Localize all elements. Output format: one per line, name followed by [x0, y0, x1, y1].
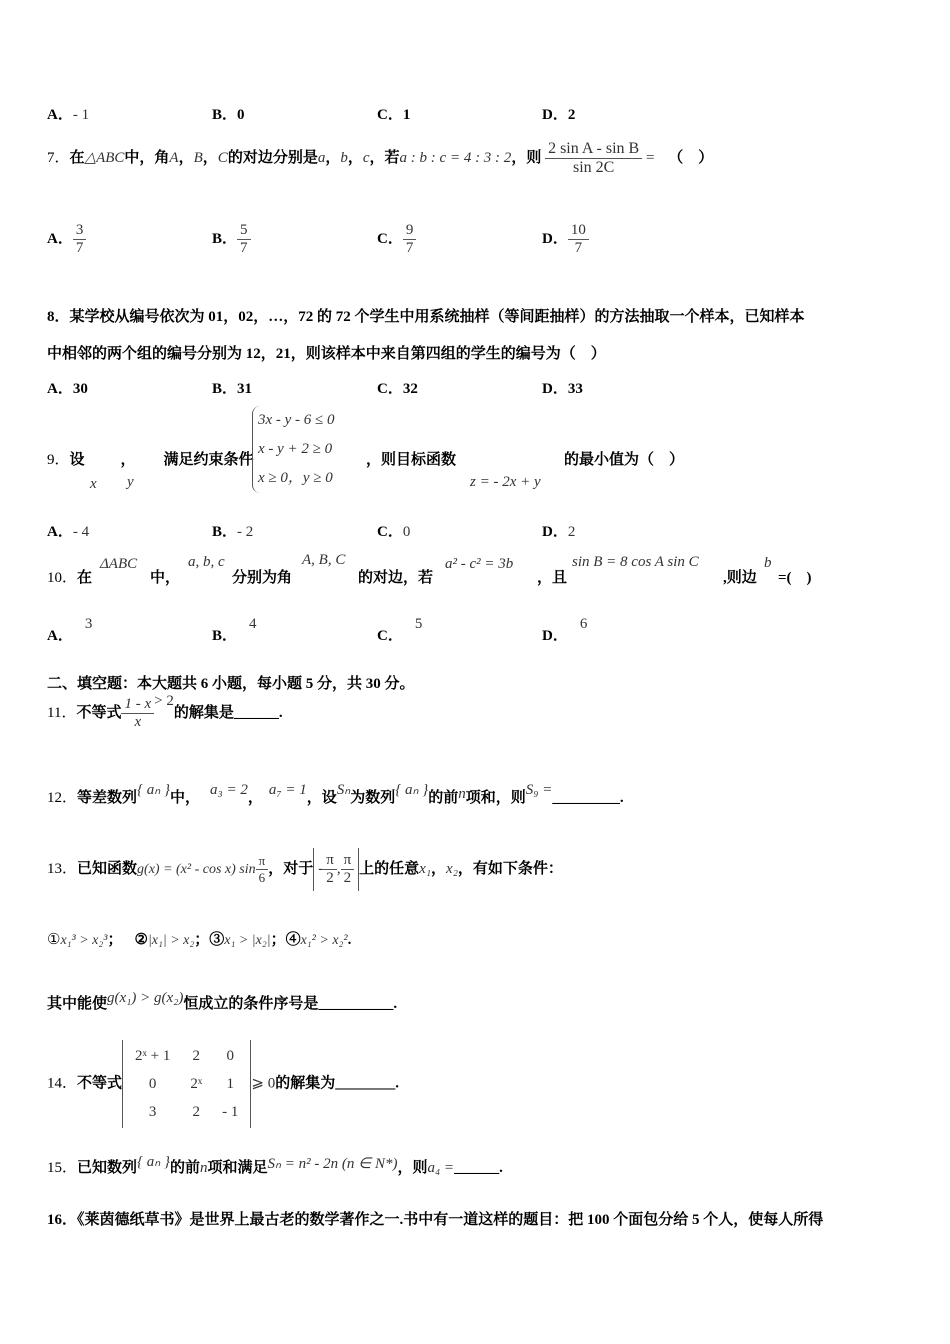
matrix-cell: 1 [226, 1076, 235, 1092]
numerator: π [341, 852, 355, 870]
numerator: 2 sin A - sin B [545, 140, 642, 159]
matrix-cell: 0 [148, 1076, 157, 1092]
text: 中， [150, 570, 181, 586]
math: > 2 [154, 692, 174, 709]
text: 已知数列 [77, 1160, 138, 1176]
question-11 [47, 692, 283, 731]
text: 的对边，若 [358, 570, 434, 586]
question-14 [47, 1040, 399, 1128]
fraction [73, 222, 87, 257]
text: 中， [170, 790, 201, 806]
q9-option-a [47, 520, 89, 541]
text: ， [202, 149, 218, 166]
math: = [645, 149, 655, 166]
q13-conditions [47, 928, 351, 949]
option-label: A． [47, 524, 73, 540]
option-label: C． [377, 524, 403, 540]
q9-text-row [47, 448, 254, 469]
question-number: 9． [47, 452, 70, 468]
fraction [341, 852, 355, 887]
option-label: D． [542, 230, 568, 247]
math: B [193, 149, 203, 166]
matrix-cell: 3 [148, 1104, 157, 1120]
math: a [317, 149, 326, 166]
text: 满足约束条件 [163, 452, 254, 468]
option-label: A． [47, 107, 73, 123]
question-number: 14． [47, 1075, 78, 1092]
question-number: 7． [47, 149, 70, 166]
section-heading: 二、填空题：本大题共 6 小题，每小题 5 分，共 30 分。 [47, 676, 415, 692]
text: 在 [69, 149, 85, 166]
math: sin B = 8 cos A sin C [572, 554, 699, 570]
math: x₂ [446, 860, 458, 877]
option-value: 30 [72, 381, 88, 397]
math: A, B, C [302, 552, 346, 568]
fraction [403, 222, 417, 257]
option-label: B． [212, 381, 238, 397]
math: C [217, 149, 228, 166]
math: △ABC [84, 149, 125, 166]
math: a² - c² = 3b [445, 556, 514, 572]
denominator: 7 [574, 240, 583, 256]
text: ， [431, 860, 447, 877]
matrix-cell: 2 [192, 1048, 200, 1064]
text: 不等式 [77, 1075, 123, 1092]
option-value: - 1 [72, 107, 90, 123]
option-value: 6 [579, 616, 588, 632]
text: ，则 [511, 149, 542, 166]
question-number: 10． [47, 570, 78, 586]
q10-lead [47, 566, 92, 587]
q8-option-a [47, 377, 88, 398]
text: ， [247, 790, 263, 806]
fraction [323, 852, 337, 887]
q6-option-a [47, 103, 89, 124]
text: 上的任意 [359, 860, 420, 877]
text: ； [107, 932, 123, 948]
math: a : b : c = 4 : 3 : 2 [399, 149, 512, 166]
denominator: 7 [75, 240, 84, 256]
math: a, b, c [188, 554, 225, 570]
text: 恒成立的条件序号是__________. [183, 996, 398, 1012]
option-label: D． [542, 107, 568, 123]
constraint: x - y + 2 ≥ 0 [258, 441, 333, 457]
option-value: 33 [567, 381, 583, 397]
text: ，有如下条件： [457, 860, 563, 877]
option-label: C． [377, 107, 403, 123]
q13-conclusion [47, 992, 397, 1013]
matrix-cell: 2ˣ [190, 1076, 203, 1092]
denominator: 7 [240, 240, 248, 256]
text: ， [178, 149, 194, 166]
option-label: D． [542, 628, 568, 644]
determinant-matrix [125, 1042, 248, 1126]
question-number: 13． [47, 860, 78, 877]
option-value: 0 [402, 524, 411, 540]
question-16: 16．《莱茵德纸草书》是世界上最古老的数学著作之一.书中有一道这样的题目：把 100 个面包分给 5 个人，使每人所得 [47, 1212, 824, 1228]
text: ① [47, 932, 61, 948]
fraction [568, 222, 589, 257]
numerator: 9 [403, 222, 417, 240]
option-label: D． [542, 524, 568, 540]
option-label: C． [377, 230, 403, 247]
text: ，则 [397, 1160, 428, 1176]
numerator: 1 - x [121, 696, 154, 714]
text: 分别为角 [232, 570, 293, 586]
fraction [121, 696, 154, 731]
matrix-cell: - 1 [222, 1104, 239, 1120]
option-label: A． [47, 628, 73, 644]
q6-option-b [212, 103, 245, 124]
question-number: 12． [47, 790, 78, 806]
q7-option-b [212, 222, 251, 257]
answer-paren: （ ） [668, 149, 714, 166]
text: 的最小值为（ ） [564, 452, 685, 468]
text: ， [347, 149, 363, 166]
math: ⩾ 0 [251, 1075, 276, 1092]
q10-option-c [377, 616, 423, 645]
math: { aₙ } [137, 1154, 171, 1170]
text: ______. [454, 1160, 503, 1176]
text: ,则边 [723, 570, 757, 586]
math: g(x₁) > g(x₂) [107, 990, 184, 1006]
option-value: 32 [402, 381, 418, 397]
option-label: A． [47, 381, 73, 397]
question-8-line-2: 中相邻的两个组的编号分别为 12，21，则该样本中来自第四组的学生的编号为（ ） [47, 346, 606, 362]
determinant [122, 1040, 251, 1128]
math: a₇ = 1 [268, 782, 307, 798]
q8-option-d [542, 377, 583, 398]
matrix-cell: 2ˣ + 1 [135, 1048, 171, 1064]
text: 的解集是______. [173, 704, 283, 721]
math: x₁ [419, 860, 432, 877]
text: 在 [77, 570, 93, 586]
q7-option-c [377, 222, 416, 257]
constraint: x ≥ 0，y ≥ 0 [258, 470, 333, 486]
math: a₃ = 2 [210, 782, 248, 798]
matrix-cell: 2 [192, 1104, 200, 1120]
option-label: B． [212, 628, 238, 644]
math: |x₁| > x₂ [147, 933, 195, 948]
question-12 [47, 782, 624, 807]
math: x₁³ > x₂³ [60, 933, 108, 948]
q7-option-a [47, 222, 86, 257]
text: 项和满足 [207, 1160, 268, 1176]
math: Sₙ = n² - 2n (n ∈ N*) [267, 1156, 398, 1172]
q9-option-c [377, 520, 410, 541]
numerator: π [323, 852, 337, 870]
constraint-system [252, 406, 335, 493]
q10-option-d [542, 616, 588, 645]
q6-option-d [542, 103, 575, 124]
numerator: 5 [237, 222, 251, 240]
text: 的解集为________. [275, 1075, 400, 1092]
math: , [336, 860, 341, 877]
matrix-cell: 0 [226, 1048, 235, 1064]
fraction [237, 222, 251, 257]
denominator: x [134, 714, 142, 730]
option-label: A． [47, 230, 73, 247]
option-label: C． [377, 381, 403, 397]
option-value: 5 [414, 616, 423, 632]
denominator: 7 [405, 240, 414, 256]
math: c [362, 149, 370, 166]
math: x [90, 476, 97, 492]
q6-option-c [377, 103, 410, 124]
text: 不等式 [76, 704, 122, 721]
text: ， [120, 452, 136, 468]
text: ② [134, 932, 148, 948]
text: 其中能使 [47, 996, 108, 1012]
fraction [256, 853, 269, 886]
option-value: 4 [249, 616, 257, 632]
text: 的前 [428, 790, 459, 806]
text: =( ) [778, 570, 812, 586]
option-label: B． [212, 107, 238, 123]
denominator: 2 [343, 870, 352, 886]
math: { aₙ } [137, 782, 171, 798]
math: Sₙ [336, 782, 351, 798]
math: b [764, 555, 772, 571]
math: ΔABC [100, 556, 138, 572]
math: z = - 2x + y [470, 474, 541, 490]
text: ， [325, 149, 341, 166]
option-label: C． [377, 628, 403, 644]
numerator: π [256, 853, 269, 870]
text: ，若 [369, 149, 400, 166]
option-label: B． [212, 230, 238, 247]
numerator: 10 [568, 222, 589, 240]
option-value: 2 [567, 107, 576, 123]
interval [313, 848, 359, 891]
option-value: 1 [402, 107, 411, 123]
question-13 [47, 848, 563, 891]
q10-option-a [47, 616, 93, 645]
q10-option-b [212, 616, 257, 645]
math: n [200, 1160, 208, 1176]
option-value: - 2 [237, 524, 254, 540]
text: ，且 [537, 570, 568, 586]
text: ；③ [194, 932, 225, 948]
text: ；④ [270, 932, 301, 948]
q8-option-b [212, 377, 252, 398]
text: . [347, 932, 352, 948]
option-value: - 4 [72, 524, 90, 540]
denominator: sin 2C [572, 159, 615, 176]
math: g(x) = (x² - cos x) sin [137, 861, 256, 877]
option-value: 2 [567, 524, 576, 540]
text: ，设 [306, 790, 337, 806]
option-value: 3 [84, 616, 93, 632]
denominator: 6 [258, 870, 266, 885]
math: y [127, 474, 134, 490]
option-value: 0 [237, 107, 245, 123]
option-value: 31 [237, 381, 253, 397]
text: 为数列 [350, 790, 396, 806]
option-label: D． [542, 381, 568, 397]
math: n [458, 786, 466, 802]
option-label: B． [212, 524, 238, 540]
math: x₁ > |x₂| [224, 933, 271, 948]
q9-option-b [212, 520, 253, 541]
denominator: 2 [326, 870, 334, 886]
text: 的前 [170, 1160, 201, 1176]
math: b [340, 149, 348, 166]
text: 项和，则 [465, 790, 526, 806]
question-number: 11． [47, 704, 77, 721]
text: 已知函数 [77, 860, 138, 877]
question-8-line-1: 8．某学校从编号依次为 01，02，…，72 的 72 个学生中用系统抽样（等间距抽样）的方法抽取一个样本，已知样本 [47, 309, 805, 325]
text: 设 [69, 452, 85, 468]
q8-option-c [377, 377, 418, 398]
q7-option-d [542, 222, 589, 257]
constraint: 3x - y - 6 ≤ 0 [258, 412, 335, 428]
q9-option-d [542, 520, 575, 541]
text: 中，角 [124, 149, 170, 166]
math: x₁² > x₂² [300, 933, 348, 948]
question-7 [47, 140, 713, 177]
text: _________. [552, 790, 624, 806]
text: 等差数列 [77, 790, 138, 806]
text: ，对于 [268, 860, 314, 877]
math: A [169, 149, 179, 166]
fraction [545, 140, 642, 177]
question-15 [47, 1156, 503, 1177]
text: 的对边分别是 [227, 149, 318, 166]
text: ，则目标函数 [366, 452, 457, 468]
math: { aₙ } [395, 782, 429, 798]
question-number: 15． [47, 1160, 78, 1176]
numerator: 3 [73, 222, 87, 240]
math: a₄ = [427, 1160, 455, 1176]
math: - [318, 860, 324, 877]
math: S₉ = [525, 782, 553, 798]
